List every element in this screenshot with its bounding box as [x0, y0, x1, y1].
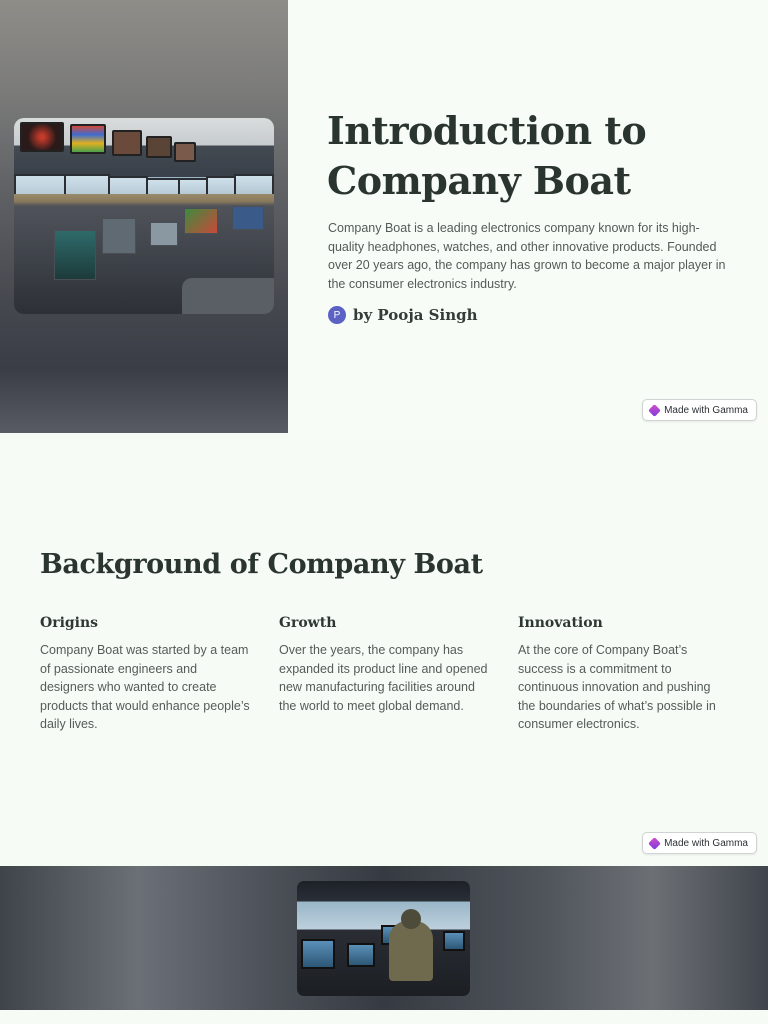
captain-chair	[182, 278, 274, 314]
badge-label: Made with Gamma	[664, 404, 748, 416]
column-innovation	[518, 615, 730, 734]
made-with-gamma-badge[interactable]	[642, 399, 757, 421]
overhead-monitor	[174, 142, 196, 162]
ship-bridge-image	[14, 118, 274, 314]
column-heading: Innovation	[518, 615, 603, 631]
console-display	[347, 943, 375, 967]
operator-figure	[389, 921, 433, 981]
console-display	[150, 222, 178, 246]
page-bottom-gap	[0, 1010, 768, 1024]
column-growth	[279, 615, 491, 715]
overhead-monitor	[20, 122, 64, 152]
column-text: At the core of Company Boat’s success is a commitment to continuous innovation and pushing the boundaries of what’s possible in consumer electronics.	[518, 643, 716, 731]
title-line-1: Introduction to	[327, 108, 647, 153]
console-display	[54, 230, 96, 280]
slide-title: Background of Company Boat	[40, 549, 483, 580]
overhead-monitor	[146, 136, 172, 158]
gamma-logo-icon	[648, 837, 661, 850]
slide-introduction	[0, 0, 768, 433]
overhead-monitor	[112, 130, 142, 156]
slide-background	[0, 433, 768, 866]
console-display	[443, 931, 465, 951]
column-text: Over the years, the company has expanded its product line and opened new manufacturing facilities around the world to meet global demand.	[279, 643, 488, 713]
slide-title	[327, 106, 727, 206]
badge-label: Made with Gamma	[664, 837, 748, 849]
console-display	[102, 218, 136, 254]
column-origins	[40, 615, 252, 734]
console-display	[301, 939, 335, 969]
overhead-monitor	[70, 124, 106, 154]
slide-next-partial	[0, 866, 768, 1010]
column-heading: Origins	[40, 615, 99, 631]
operator-helmet	[401, 909, 421, 929]
title-line-2: Company Boat	[327, 158, 631, 203]
made-with-gamma-badge[interactable]	[642, 832, 757, 854]
column-text: Company Boat was started by a team of passionate engineers and designers who wanted to create products that would enhance people’s daily lives.	[40, 643, 250, 731]
console-display	[184, 208, 218, 234]
console-display	[232, 206, 264, 230]
gamma-logo-icon	[648, 404, 661, 417]
column-heading: Growth	[279, 615, 337, 631]
avatar: P	[328, 306, 346, 324]
company-description: Company Boat is a leading electronics company known for its high-quality headphones, watches, and other innovative products. Founded over 20 years ago, the company has grown to become a major player in the consumer electronics industry.	[328, 221, 726, 291]
author-name: by Pooja Singh	[353, 306, 478, 324]
author-byline	[328, 306, 478, 324]
boat-operator-image	[297, 881, 470, 996]
